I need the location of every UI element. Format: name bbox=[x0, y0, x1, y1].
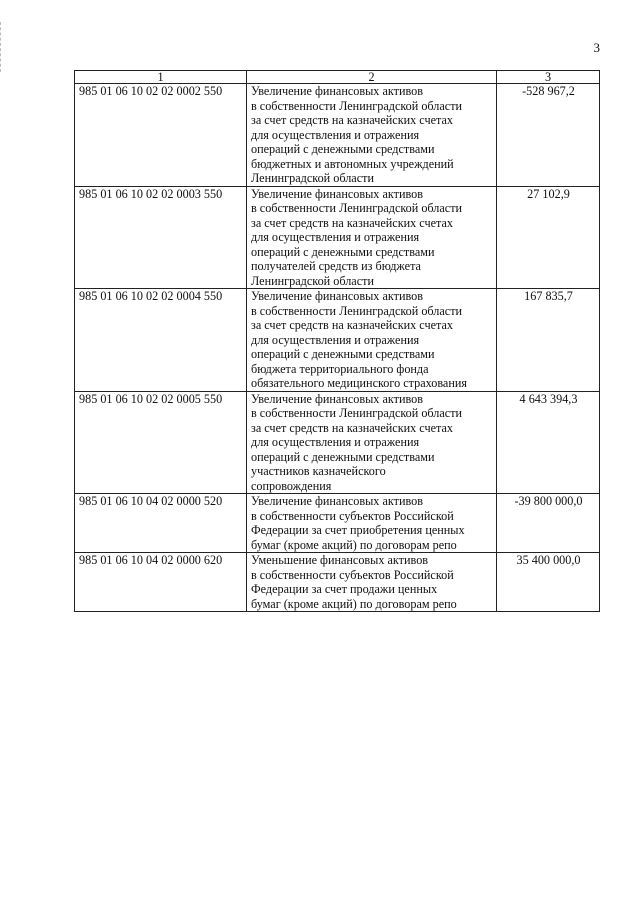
description-line: Уменьшение финансовых активов bbox=[251, 553, 429, 567]
budget-code-cell: 985 01 06 10 04 02 0000 520 bbox=[75, 494, 247, 553]
description-line: Ленинградской области bbox=[251, 171, 374, 185]
description-cell bbox=[247, 84, 497, 187]
table-row bbox=[75, 391, 600, 494]
amount-cell: 27 102,9 bbox=[497, 186, 600, 289]
description-line: участников казначейского bbox=[251, 464, 386, 478]
description-line: Увеличение финансовых активов bbox=[251, 186, 423, 201]
budget-code-cell: 985 01 06 10 02 02 0003 550 bbox=[75, 186, 247, 289]
scan-margin-marks bbox=[0, 22, 5, 72]
description-line: за счет средств на казначейских счетах bbox=[251, 113, 453, 127]
amount-cell: -528 967,2 bbox=[497, 84, 600, 187]
description-cell bbox=[247, 289, 497, 392]
description-line: в собственности субъектов Российской bbox=[251, 508, 454, 523]
description-line: Федерации за счет приобретения ценных bbox=[251, 523, 465, 537]
description-line: сопровождения bbox=[251, 478, 332, 493]
column-header-2: 2 bbox=[247, 71, 497, 84]
description-cell bbox=[247, 494, 497, 553]
table-header-row bbox=[75, 71, 600, 84]
description-cell bbox=[247, 186, 497, 289]
description-line: Увеличение финансовых активов bbox=[251, 84, 423, 98]
description-line: для осуществления и отражения bbox=[251, 435, 420, 449]
description-line: Увеличение финансовых активов bbox=[251, 391, 423, 406]
description-cell bbox=[247, 553, 497, 612]
amount-cell: -39 800 000,0 bbox=[497, 494, 600, 553]
description-line: бюджета территориального фонда bbox=[251, 361, 429, 376]
budget-code-cell: 985 01 06 10 04 02 0000 620 bbox=[75, 553, 247, 612]
page-number: 3 bbox=[593, 40, 600, 55]
description-line: получателей средств из бюджета bbox=[251, 259, 421, 273]
table-row bbox=[75, 494, 600, 553]
description-line: Ленинградской области bbox=[251, 273, 374, 288]
description-line: бумаг (кроме акций) по договорам репо bbox=[251, 596, 457, 611]
table-row bbox=[75, 289, 600, 392]
description-cell bbox=[247, 391, 497, 494]
description-line: за счет средств на казначейских счетах bbox=[251, 420, 453, 435]
amount-cell: 35 400 000,0 bbox=[497, 553, 600, 612]
table-row bbox=[75, 553, 600, 612]
description-line: за счет средств на казначейских счетах bbox=[251, 318, 453, 332]
description-line: Увеличение финансовых активов bbox=[251, 494, 423, 508]
description-line: в собственности Ленинградской области bbox=[251, 201, 463, 215]
budget-code-cell: 985 01 06 10 02 02 0002 550 bbox=[75, 84, 247, 187]
table-body bbox=[75, 84, 600, 612]
description-line: операций с денежными средствами bbox=[251, 244, 435, 259]
column-header-3: 3 bbox=[497, 71, 600, 84]
description-line: Федерации за счет продажи ценных bbox=[251, 582, 438, 596]
description-line: в собственности Ленинградской области bbox=[251, 98, 463, 113]
amount-cell: 4 643 394,3 bbox=[497, 391, 600, 494]
budget-sources-table bbox=[74, 70, 600, 612]
description-line: операций с денежными средствами bbox=[251, 347, 435, 361]
description-line: для осуществления и отражения bbox=[251, 127, 420, 142]
budget-code-cell: 985 01 06 10 02 02 0004 550 bbox=[75, 289, 247, 392]
description-line: для осуществления и отражения bbox=[251, 230, 420, 244]
description-line: операций с денежными средствами bbox=[251, 449, 435, 464]
description-line: в собственности Ленинградской области bbox=[251, 406, 463, 420]
description-line: за счет средств на казначейских счетах bbox=[251, 215, 453, 230]
description-line: в собственности Ленинградской области bbox=[251, 303, 463, 318]
table-row bbox=[75, 186, 600, 289]
table-row bbox=[75, 84, 600, 187]
description-line: в собственности субъектов Российской bbox=[251, 567, 454, 582]
description-line: для осуществления и отражения bbox=[251, 332, 420, 347]
amount-cell: 167 835,7 bbox=[497, 289, 600, 392]
budget-code-cell: 985 01 06 10 02 02 0005 550 bbox=[75, 391, 247, 494]
description-line: операций с денежными средствами bbox=[251, 142, 435, 156]
description-line: Увеличение финансовых активов bbox=[251, 289, 423, 303]
description-line: бюджетных и автономных учреждений bbox=[251, 156, 454, 171]
description-line: бумаг (кроме акций) по договорам репо bbox=[251, 537, 457, 552]
column-header-1: 1 bbox=[75, 71, 247, 84]
description-line: обязательного медицинского страхования bbox=[251, 376, 467, 390]
